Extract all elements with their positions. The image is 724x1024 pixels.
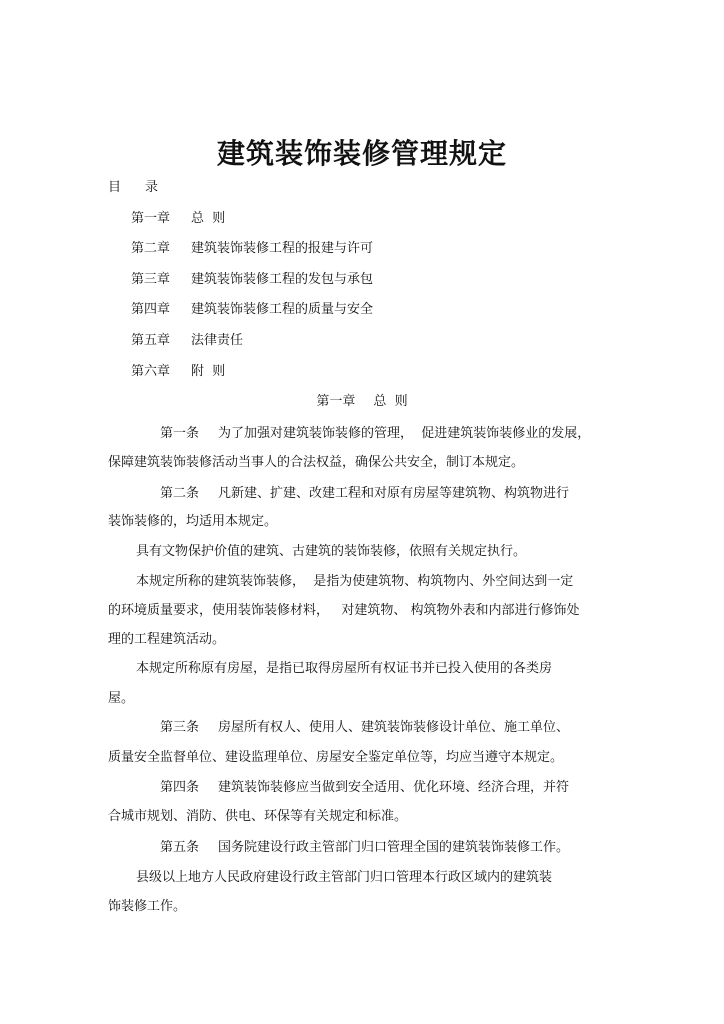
paragraph-text: 为了加强对建筑装饰装修的管理， 促进建筑装饰装修业的发展， bbox=[218, 426, 591, 441]
paragraph-line: 质量安全监督单位、建设监理单位、房屋安全鉴定单位等，均应当遵守本规定。 bbox=[108, 750, 564, 765]
toc-item bbox=[131, 360, 225, 379]
toc-item bbox=[131, 329, 243, 348]
paragraph-line: 饰装修工作。 bbox=[108, 899, 187, 914]
document-title: 建筑装饰装修管理规定 bbox=[216, 137, 507, 170]
toc-item-name: 建筑装饰装修工程的发包与承包 bbox=[191, 272, 374, 287]
paragraph-line: 合城市规划、消防、供电、环保等有关规定和标准。 bbox=[108, 809, 408, 824]
paragraph-text: 建筑装饰装修应当做到安全适用、优化环境、经济合理，并符 bbox=[218, 780, 570, 795]
paragraph-line: 保障建筑装饰装修活动当事人的合法权益，确保公共安全，制订本规定。 bbox=[108, 455, 525, 470]
toc-item-chapter: 第五章 bbox=[131, 333, 171, 348]
toc-item bbox=[131, 207, 225, 226]
toc-item bbox=[131, 237, 373, 256]
toc-item-name: 总 则 bbox=[191, 211, 226, 226]
toc-item bbox=[131, 268, 373, 287]
paragraph-line: 具有文物保护价值的建筑、古建筑的装饰装修，依照有关规定执行。 bbox=[136, 544, 527, 559]
paragraph-line: 装饰装修的，均适用本规定。 bbox=[108, 514, 278, 529]
article-label: 第一条 bbox=[160, 426, 200, 441]
toc-item-chapter: 第一章 bbox=[131, 211, 171, 226]
toc-item-name: 法律责任 bbox=[191, 333, 244, 348]
article-4-first-line bbox=[160, 776, 569, 795]
article-label: 第三条 bbox=[160, 720, 200, 735]
toc-item-chapter: 第四章 bbox=[131, 302, 171, 317]
article-2-first-line bbox=[160, 482, 569, 501]
toc-heading bbox=[108, 176, 158, 195]
paragraph-line: 理的工程建筑活动。 bbox=[108, 632, 226, 647]
toc-heading-right: 录 bbox=[145, 180, 159, 195]
chapter-heading-label: 第一章 bbox=[316, 394, 356, 409]
toc-item-chapter: 第三章 bbox=[131, 272, 171, 287]
chapter-heading bbox=[0, 390, 724, 409]
toc-item-name: 建筑装饰装修工程的质量与安全 bbox=[191, 302, 374, 317]
toc-heading-left: 目 bbox=[108, 180, 122, 195]
toc-item-chapter: 第二章 bbox=[131, 241, 171, 256]
toc-item-chapter: 第六章 bbox=[131, 364, 171, 379]
toc-item bbox=[131, 298, 373, 317]
paragraph-line: 的环境质量要求，使用装饰装修材料， 对建筑物、 构筑物外表和内部进行修饰处 bbox=[108, 603, 580, 618]
paragraph-text: 国务院建设行政主管部门归口管理全国的建筑装饰装修工作。 bbox=[218, 840, 570, 855]
paragraph-line: 县级以上地方人民政府建设行政主管部门归口管理本行政区域内的建筑装 bbox=[136, 870, 553, 885]
article-label: 第二条 bbox=[160, 486, 200, 501]
paragraph-line: 屋。 bbox=[108, 691, 135, 706]
toc-item-name: 附 则 bbox=[191, 364, 226, 379]
article-3-first-line bbox=[160, 716, 569, 735]
chapter-heading-name: 总 则 bbox=[373, 394, 408, 409]
article-label: 第五条 bbox=[160, 840, 200, 855]
paragraph-line: 本规定所称原有房屋，是指已取得房屋所有权证书并已投入使用的各类房 bbox=[136, 661, 553, 676]
paragraph-text: 凡新建、扩建、改建工程和对原有房屋等建筑物、构筑物进行 bbox=[218, 486, 570, 501]
paragraph-text: 房屋所有权人、使用人、建筑装饰装修设计单位、施工单位、 bbox=[218, 720, 570, 735]
article-label: 第四条 bbox=[160, 780, 200, 795]
article-5-first-line bbox=[160, 836, 569, 855]
toc-item-name: 建筑装饰装修工程的报建与许可 bbox=[191, 241, 374, 256]
paragraph-line: 本规定所称的建筑装饰装修， 是指为使建筑物、构筑物内、外空间达到一定 bbox=[136, 574, 574, 589]
article-1-first-line bbox=[160, 422, 590, 441]
